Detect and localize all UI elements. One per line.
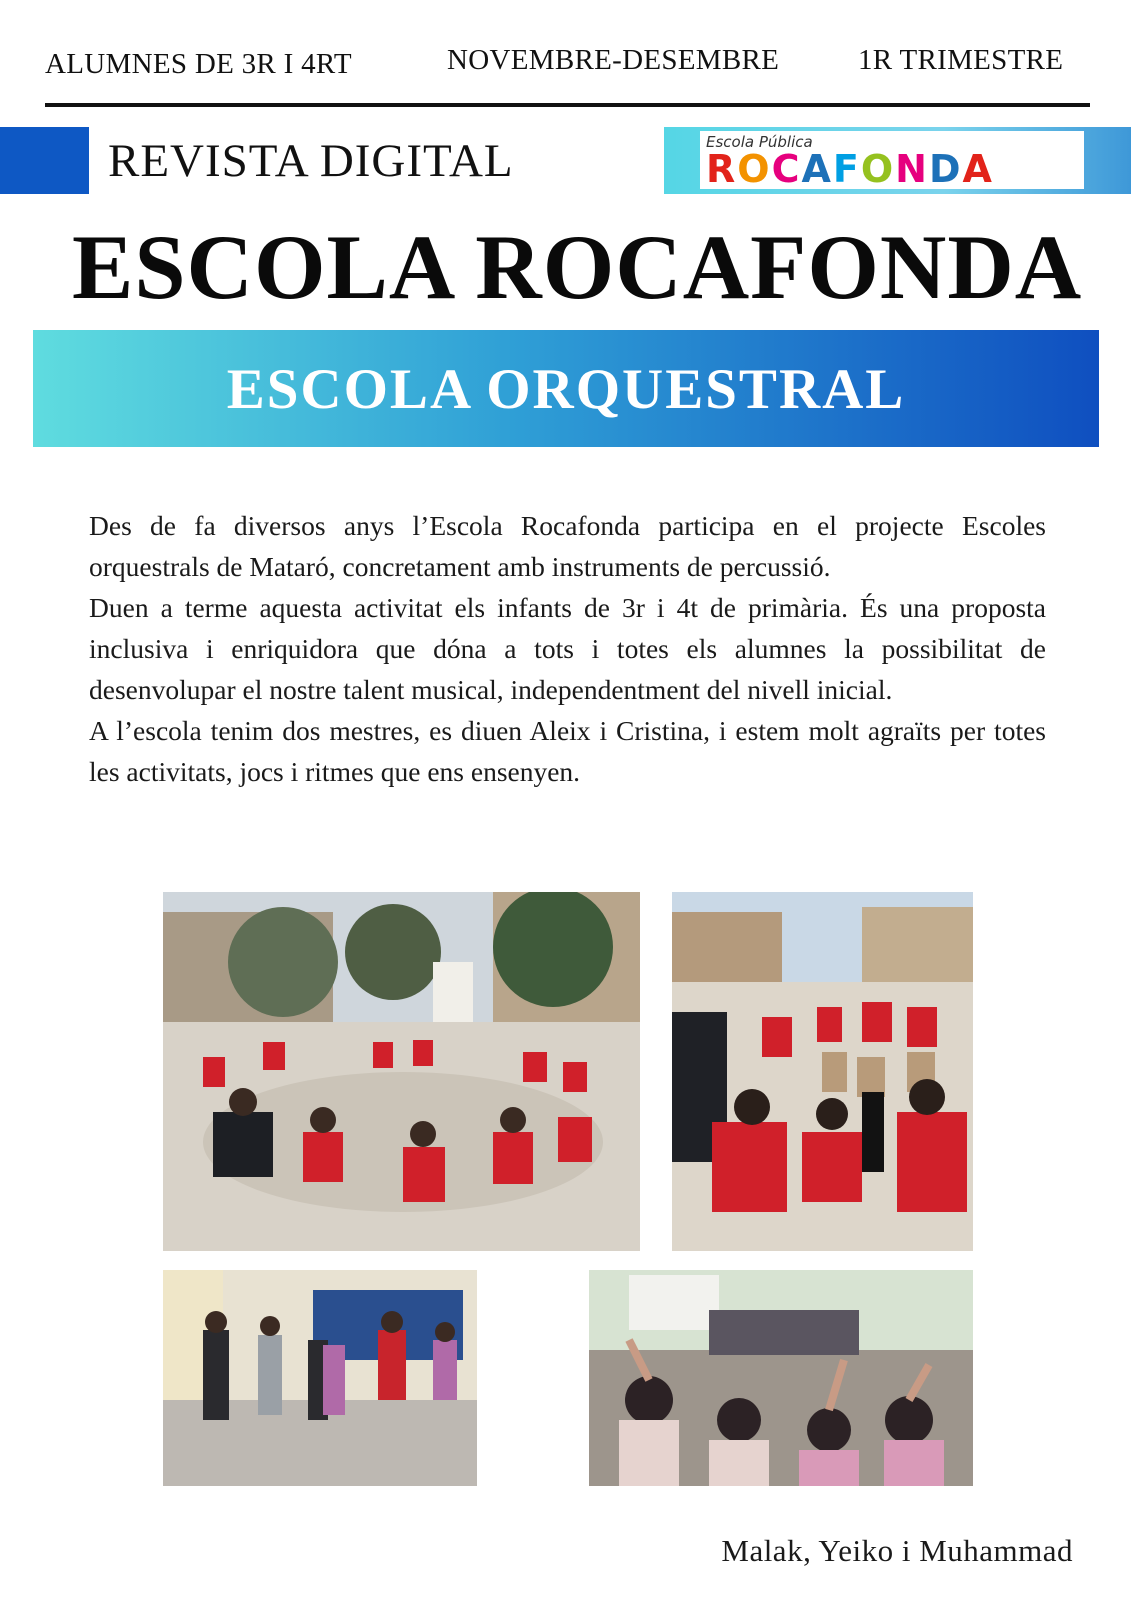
- logo-band: [664, 127, 1131, 194]
- photo-park-drum-circle: [163, 892, 640, 1251]
- logo-letter: D: [928, 147, 963, 191]
- article-paragraph: Duen a terme aquesta activitat els infants de 3r i 4t de primària. És una proposta inclusiva i enriquidora que dóna a tots i totes els alumnes la possibilitat de desenvolupar el nostre talent musical, independentment del nivell inicial.: [89, 592, 1046, 705]
- header-term: 1R TRIMESTRE: [858, 44, 1064, 76]
- page-title: ESCOLA ROCAFONDA: [72, 216, 1083, 318]
- magazine-label: REVISTA DIGITAL: [108, 135, 514, 187]
- logo-letter: O: [860, 147, 896, 191]
- header-students: ALUMNES DE 3R I 4RT: [45, 48, 352, 80]
- logo-letter: O: [737, 147, 772, 191]
- article-body: [89, 505, 1046, 792]
- school-logo: [700, 131, 1084, 189]
- section-banner: [33, 330, 1099, 447]
- photo-square-drums: [672, 892, 973, 1251]
- logo-letter: F: [832, 147, 861, 191]
- logo-wordmark: [706, 147, 994, 191]
- logo-letter: A: [801, 147, 833, 191]
- logo-letter: N: [895, 147, 929, 191]
- article-paragraph: Des de fa diversos anys l’Escola Rocafonda participa en el projecte Escoles orquestrals de Mataró, concretament amb instruments de percussió.: [89, 510, 1046, 582]
- accent-block: [0, 127, 89, 194]
- header-divider: [45, 103, 1090, 107]
- logo-letter: R: [706, 147, 738, 191]
- header-period: NOVEMBRE-DESEMBRE: [447, 44, 780, 76]
- logo-letter: C: [771, 147, 802, 191]
- article-paragraph: A l’escola tenim dos mestres, es diuen Aleix i Cristina, i estem molt agraïts per totes les activitats, jocs i ritmes que ens ensenyen.: [89, 715, 1046, 787]
- logo-letter: A: [962, 147, 994, 191]
- section-title: ESCOLA ORQUESTRAL: [226, 358, 906, 421]
- photo-classroom-dance: [163, 1270, 477, 1486]
- logo-subtitle: Escola Pública: [706, 133, 813, 151]
- article-authors: Malak, Yeiko i Muhammad: [721, 1533, 1073, 1568]
- photo-classroom-circle: [589, 1270, 973, 1486]
